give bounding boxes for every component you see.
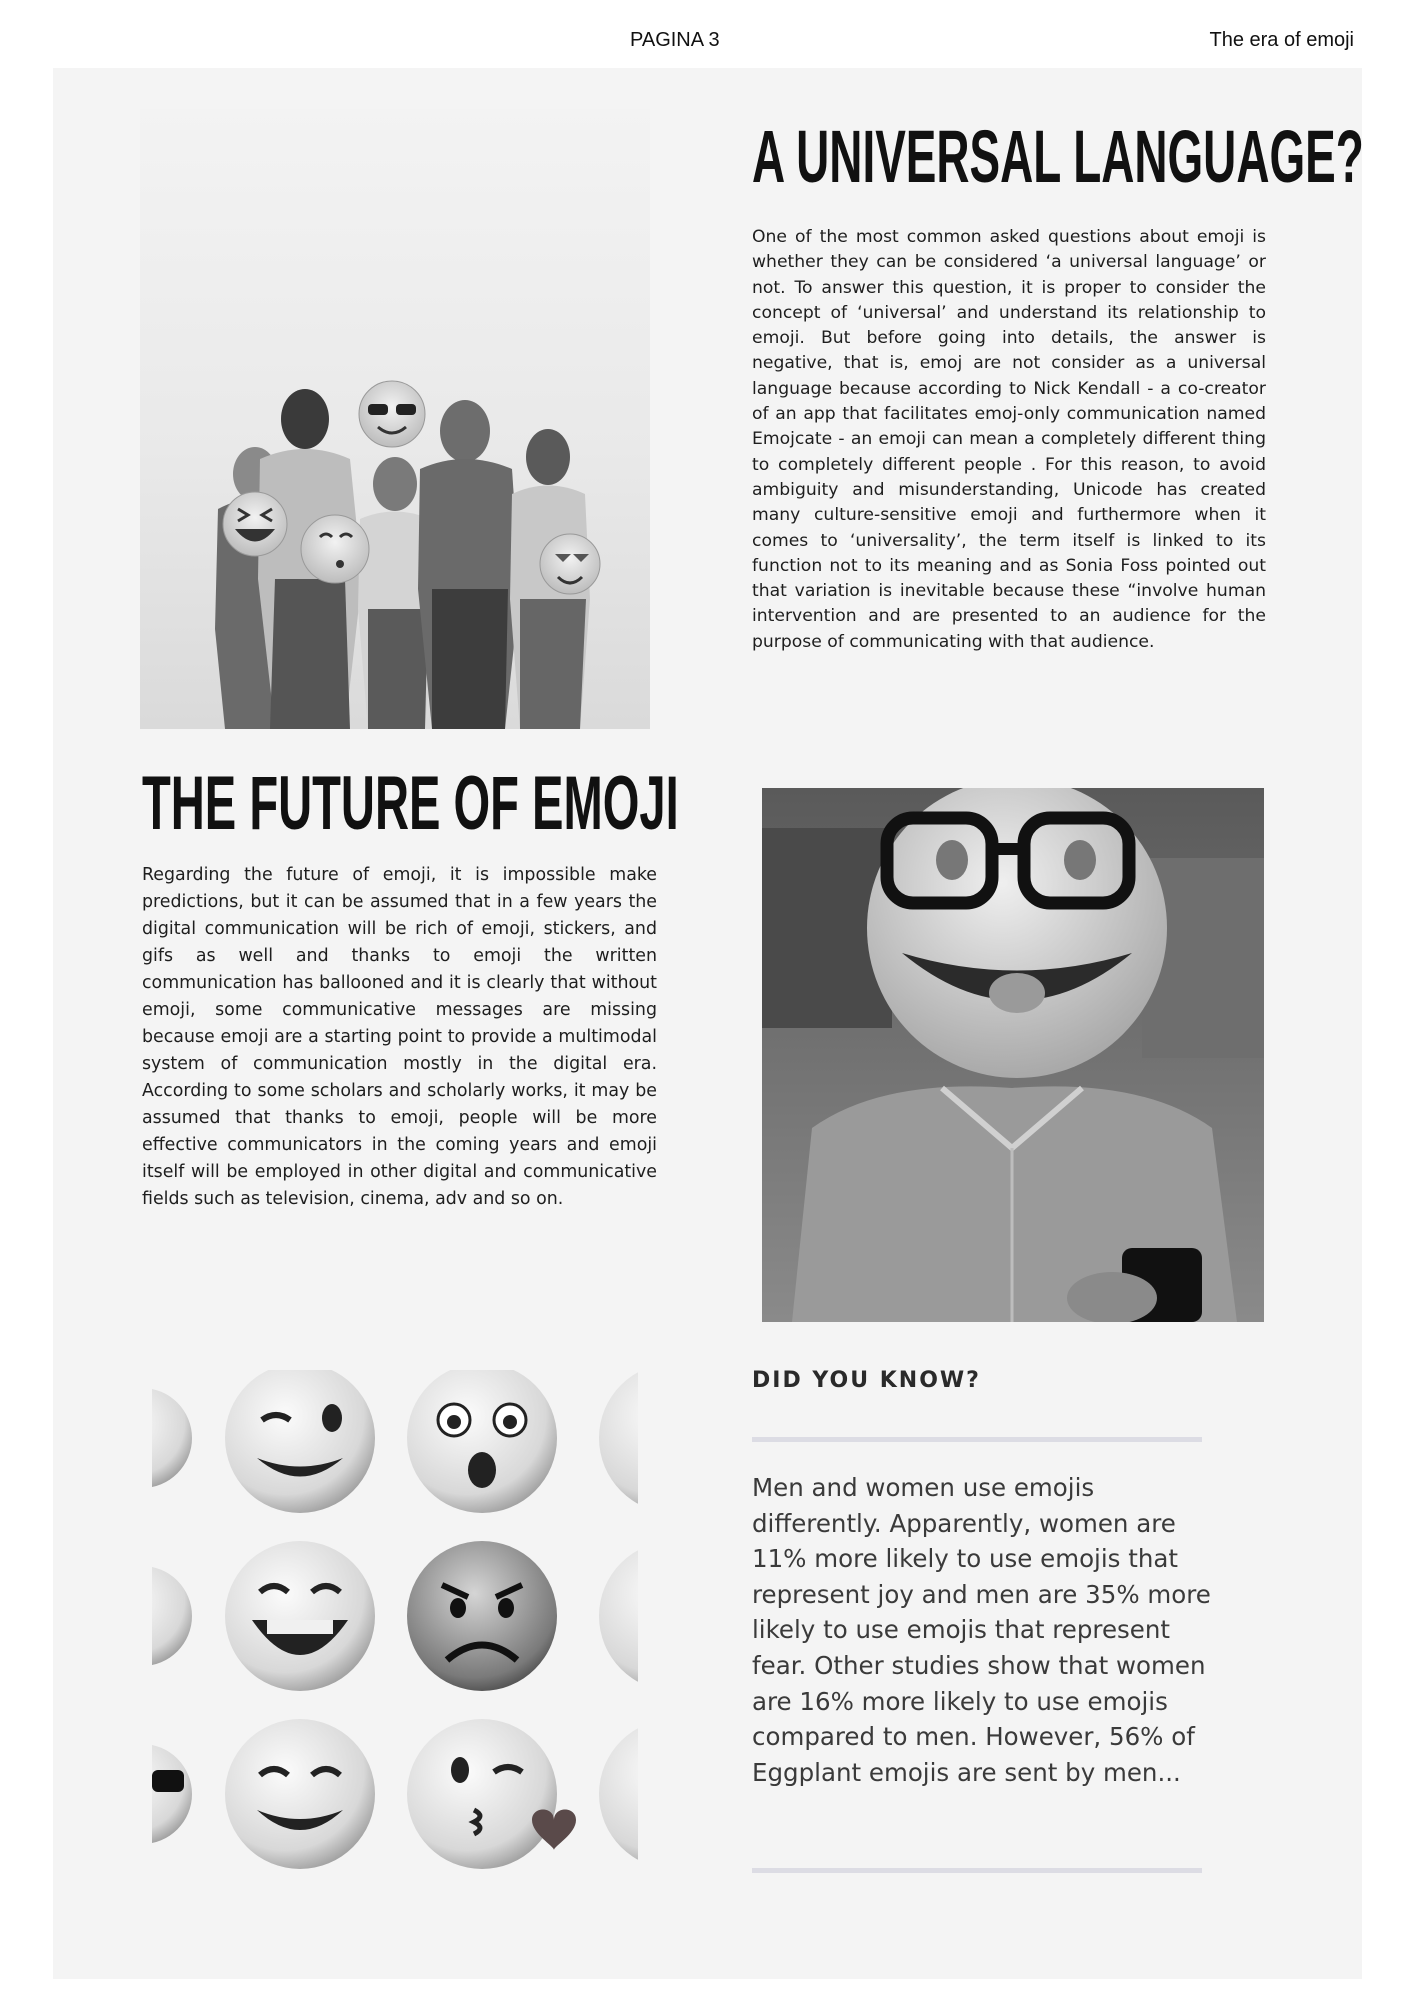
universal-language-heading: A UNIVERSAL LANGUAGE?	[752, 115, 1364, 198]
universal-language-body: One of the most common asked questions about emoji is whether they can be considered ‘a universal language’ or not. To answer this question, it is proper to consider the concept of ‘universal’ and understand its relationship to emoji. But before going into details, the answer is negative, that is, emoj are not consider as a universal language because according to Nick Kendall - a co-creator of an app that facilitates emoj-only communication named Emojcate - an emoji can mean a completely different thing to completely different people . For this reason, to avoid ambiguity and misunderstanding, Unicode has created many culture-sensitive emoji and furthermore when it comes to ‘universality’, the term itself is linked to its function not to its meaning and as Sonia Foss pointed out that variation is inevitable because these “involve human intervention and are presented to an audience for the purpose of communicating with that audience.	[752, 227, 1266, 652]
group-emoji-photo	[140, 109, 650, 729]
did-you-know-top-rule	[752, 1437, 1202, 1442]
emoji-grid-photo	[152, 1370, 638, 1870]
emoji-head-man-photo	[762, 788, 1264, 1322]
group-emoji-illustration	[140, 109, 650, 729]
kissing-face-icon	[407, 1719, 576, 1869]
did-you-know-body: Men and women use emojis differently. Apparently, women are 11% more likely to use emojis that represent joy and men are 35% more likely to use emojis that represent fear. Other studies show that women are 16% more likely to use emojis compared to men. However, 56% of Eggplant emojis are sent by men...	[752, 1473, 1211, 1787]
emoji-face-icon	[152, 1744, 192, 1844]
smiling-face-icon	[225, 1719, 375, 1869]
future-of-emoji-heading: THE FUTURE OF EMOJI	[142, 761, 679, 846]
grinning-squinting-face-icon	[225, 1541, 375, 1691]
emoji-face-icon	[152, 1566, 192, 1666]
future-of-emoji-body: Regarding the future of emoji, it is impossible make predictions, but it can be assumed that in a few years the digital communication will be rich of emoji, stickers, and gifs as well and thanks to emoji the written communication has ballooned and it is clearly that without emoji, some communicative messages are missing because emoji are a starting point to provide a multimodal system of communication mostly in the digital era. According to some scholars and scholarly works, it may be assumed that thanks to emoji, people will be more effective communicators in the coming years and emoji itself will be employed in other digital and communicative fields such as television, cinema, adv and so on.	[142, 865, 657, 1209]
page-number: PAGINA 3	[630, 29, 720, 51]
emoji-face-icon	[599, 1370, 638, 1513]
winking-face-icon	[225, 1370, 375, 1513]
did-you-know-bottom-rule	[752, 1868, 1202, 1873]
document-title: The era of emoji	[1209, 29, 1354, 51]
emoji-face-icon	[599, 1541, 638, 1691]
frowning-face-icon	[407, 1541, 557, 1691]
emoji-face-icon	[599, 1719, 638, 1869]
emoji-head-man-illustration	[762, 788, 1264, 1322]
did-you-know-title: DID YOU KNOW?	[752, 1368, 981, 1393]
surprised-face-icon	[407, 1370, 557, 1513]
emoji-face-icon	[152, 1388, 192, 1488]
emoji-grid-illustration	[152, 1370, 638, 1870]
